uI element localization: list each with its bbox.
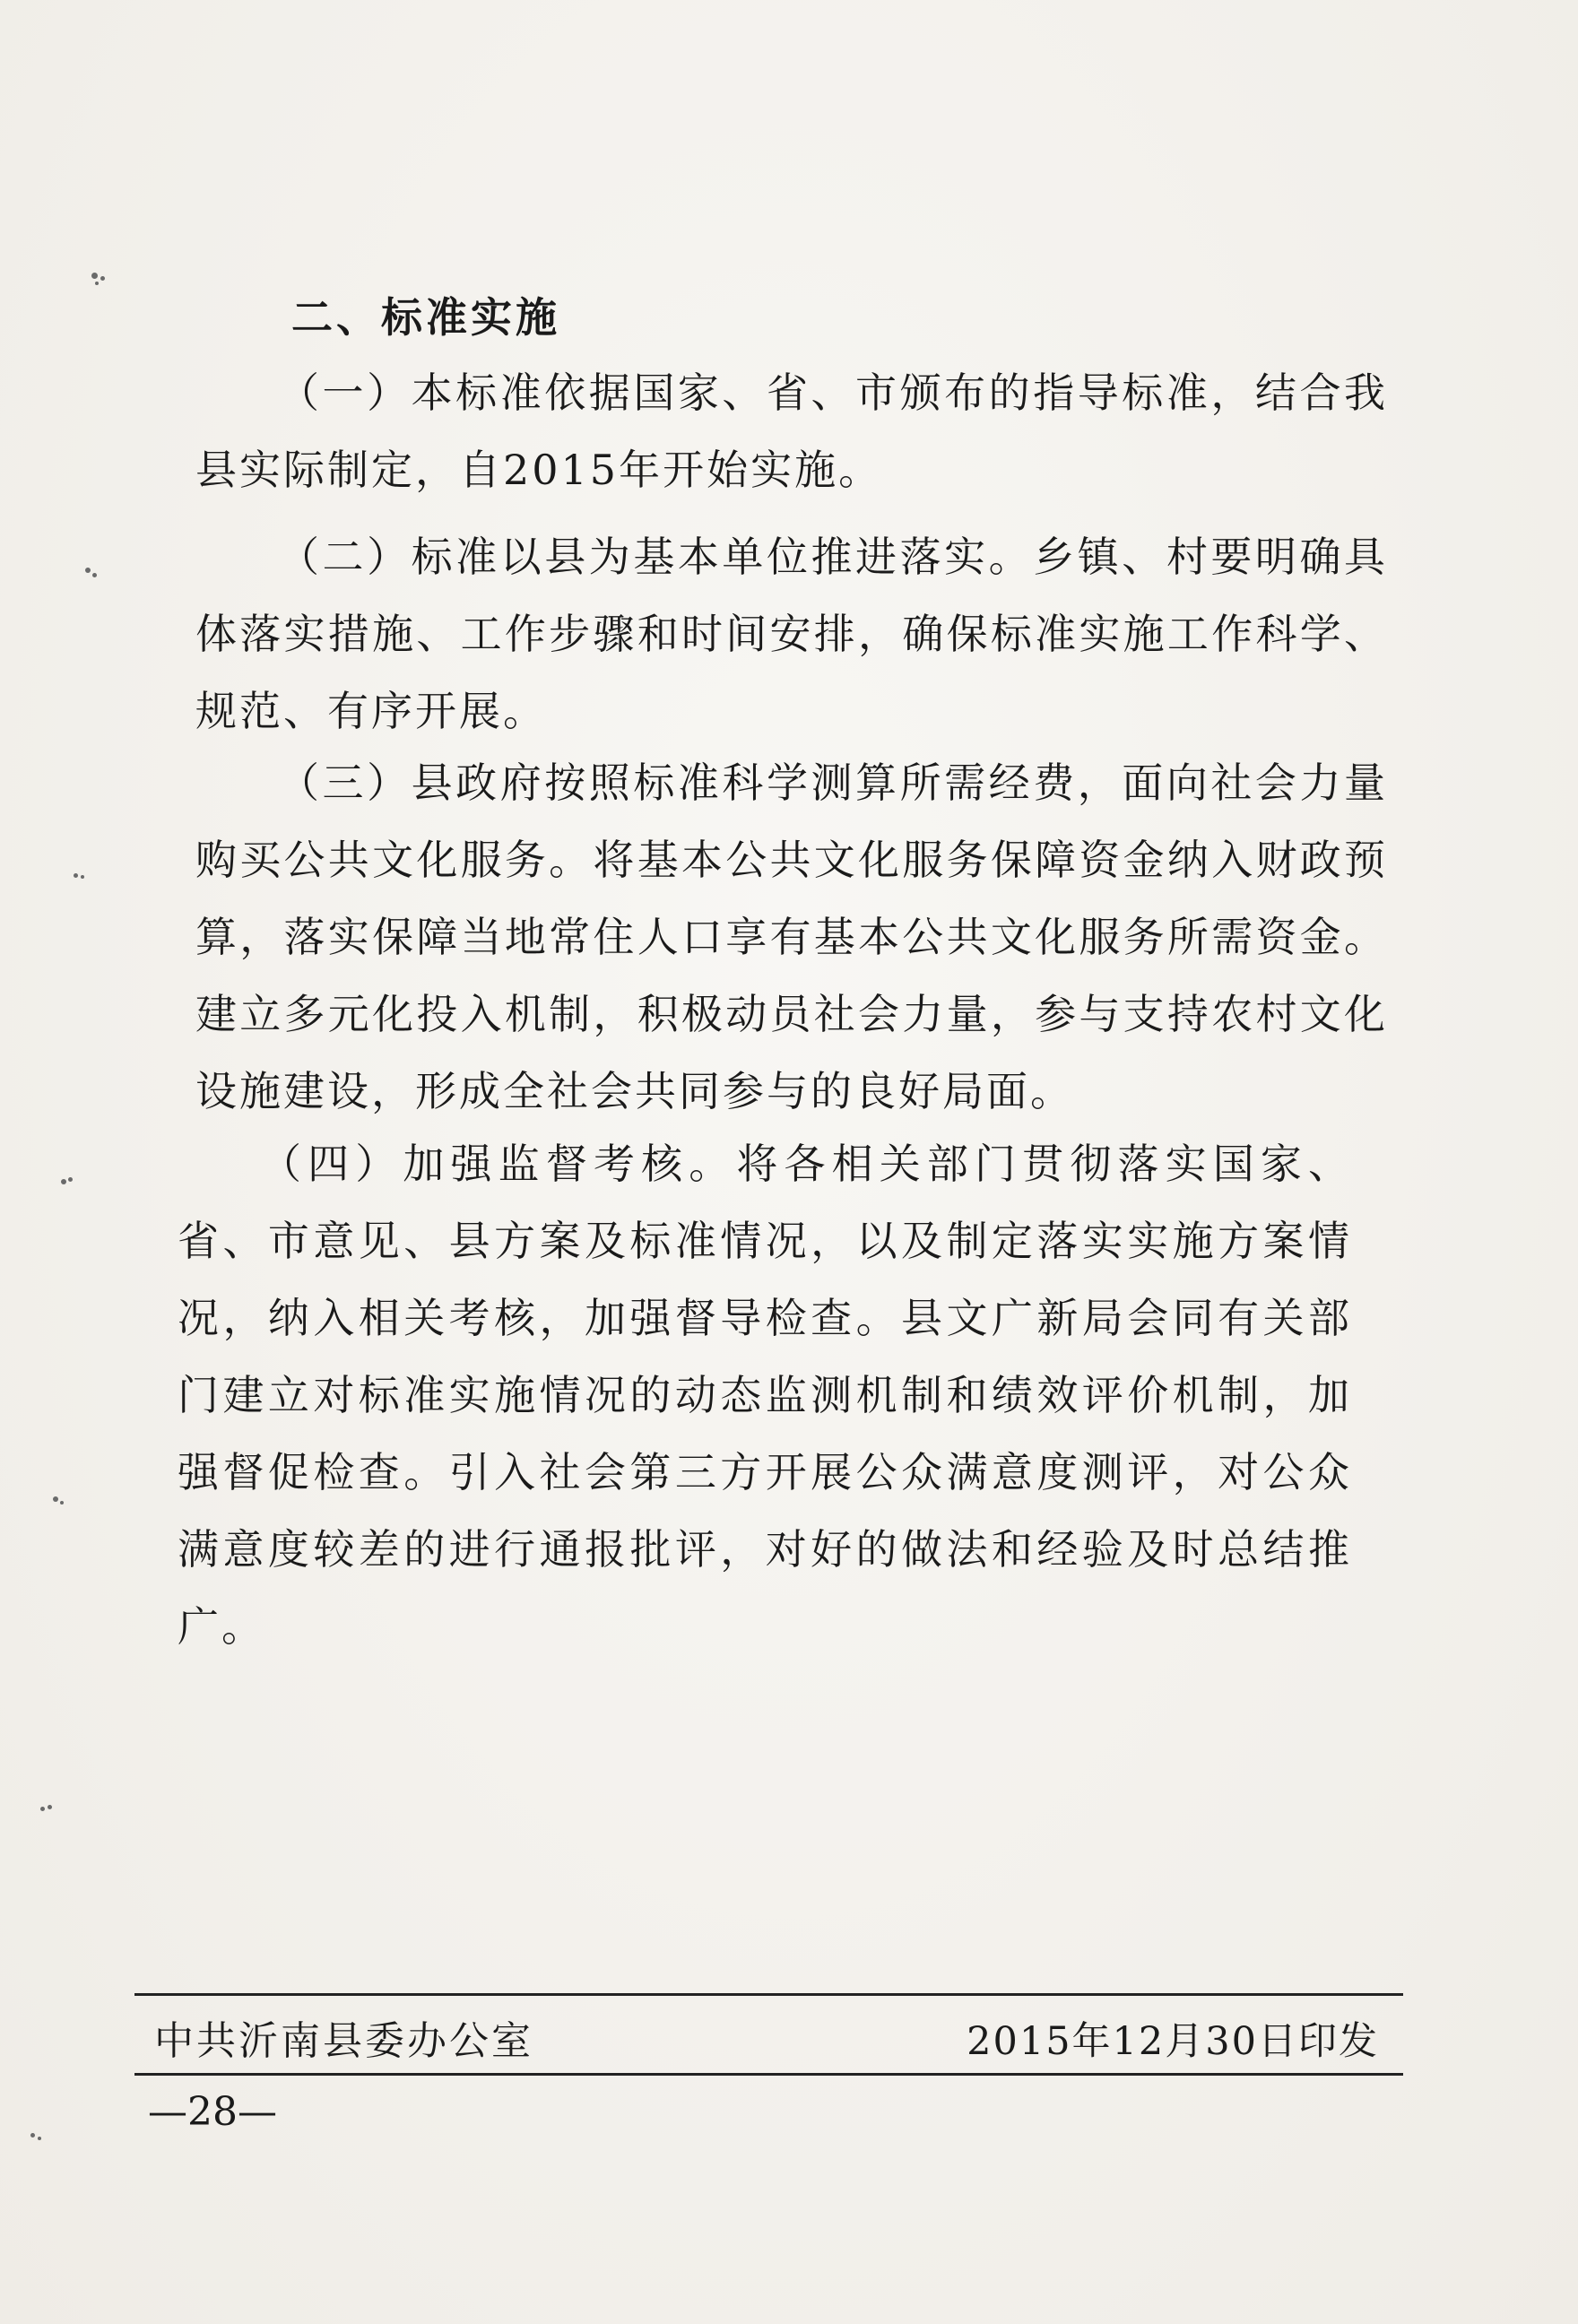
footer-top-rule xyxy=(134,1993,1403,1996)
paragraph-1: （一）本标准依据国家、省、市颁布的指导标准，结合我县实际制定，自2015年开始实施。 xyxy=(195,369,1388,494)
paragraph-4: （四）加强监督考核。将各相关部门贯彻落实国家、省、市意见、县方案及标准情况，以及制定落实实施方案情况，纳入相关考核，加强督导检查。县文广新局会同有关部门建立对标准实施情况的动态监测机制和绩效评价机制，加强督促检查。引入社会第三方开展公众满意度测评，对公众满意度较差的进行通报批评，对好的做法和经验及时总结推广。 xyxy=(178,1140,1352,1651)
punch-hole-mark xyxy=(27,2129,47,2149)
punch-hole-mark xyxy=(59,1175,79,1194)
footer-print-date: 2015年12月30日印发 xyxy=(967,2019,1379,2064)
punch-hole-mark xyxy=(90,269,109,289)
page-number: —28— xyxy=(148,2089,277,2135)
punch-hole-mark xyxy=(38,1802,57,1822)
footer-bottom-rule xyxy=(134,2073,1403,2076)
punch-hole-mark xyxy=(49,1493,69,1513)
paragraph-2: （二）标准以县为基本单位推进落实。乡镇、村要明确具体落实措施、工作步骤和时间安排，确保标准实施工作科学、规范、有序开展。 xyxy=(195,533,1388,735)
footer-issuer: 中共沂南县委办公室 xyxy=(154,2018,533,2064)
section-heading: 二、标准实施 xyxy=(291,293,560,342)
paragraph-3: （三）县政府按照标准科学测算所需经费，面向社会力量购买公共文化服务。将基本公共文化服务保障资金纳入财政预算，落实保障当地常住人口享有基本公共文化服务所需资金。建立多元化投入机制，积极动员社会力量，参与支持农村文化设施建设，形成全社会共同参与的良好局面。 xyxy=(195,759,1388,1115)
punch-hole-mark xyxy=(82,565,102,585)
punch-hole-mark xyxy=(70,870,90,889)
